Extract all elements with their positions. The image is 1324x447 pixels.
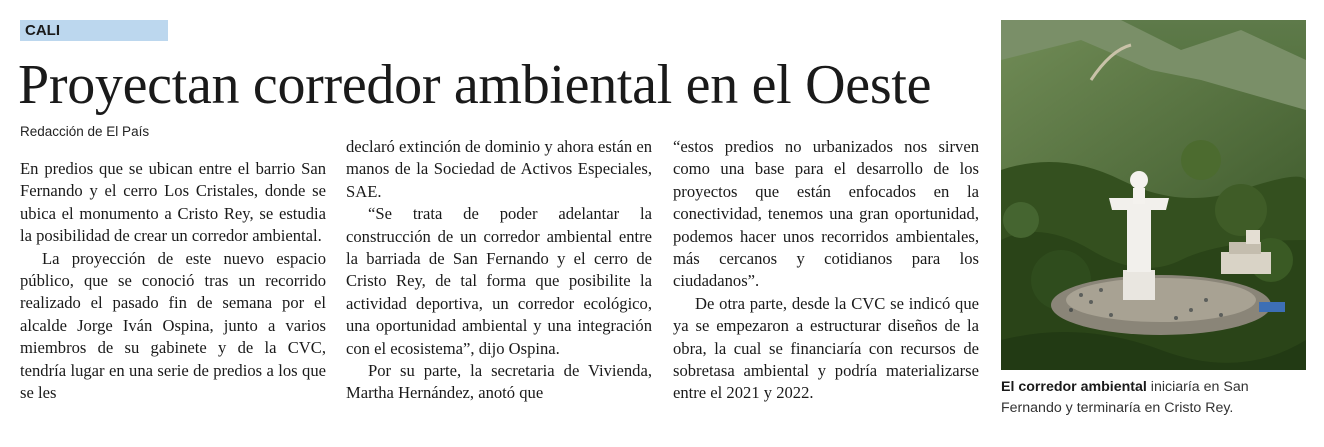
caption-text: iniciaría en San Fernando y terminaría en Cristo Rey.: [1001, 379, 1249, 416]
cristo-rey-photo-illustration: [1001, 20, 1306, 370]
paragraph: En predios que se ubican entre el barrio San Fernando y el cerro Los Cristales, donde se ubica el monumento a Cristo Rey, se estudia la posibilidad de crear un corredor ambiental.: [20, 159, 326, 246]
caption-lead: El corredor ambiental: [1001, 379, 1147, 395]
paragraph: De otra parte, desde la CVC se indicó que ya se empezaron a estructurar diseños de la obra, la cual se financiaría con recursos de sobretasa ambiental y podría materializarse entre el 2021 y 2022.: [673, 293, 979, 403]
byline: Redacción de El País: [20, 124, 150, 139]
article-photo: [1001, 20, 1306, 370]
paragraph: “estos predios no urbanizados nos sirven como una base para el desarrollo de los proyectos que están enfocados en la conectividad, tenemos una gran oportunidad, podemos hacer unos recorridos ambientales, más cercanos y cotidianos para los ciudadanos”.: [673, 137, 979, 291]
article-column-2: [346, 136, 652, 405]
paragraph: “Se trata de poder adelantar la construcción de un corredor ambiental entre la barriada de San Fernando y el cerro de Cristo Rey, de tal forma que posibilite la actividad deportiva, un corredor ecológico, una oportunidad ambiental y una integración con el ecosistema”, dijo Ospina.: [346, 204, 652, 358]
article-column-1: [20, 158, 326, 404]
paragraph: declaró extinción de dominio y ahora están en manos de la Sociedad de Activos Especiales, SAE.: [346, 137, 652, 201]
paragraph: Por su parte, la secretaria de Vivienda, Martha Hernández, anotó que: [346, 361, 652, 403]
photo-caption: [1001, 377, 1311, 419]
article-column-3: [673, 136, 979, 405]
headline: Proyectan corredor ambiental en el Oeste: [18, 54, 932, 116]
paragraph: La proyección de este nuevo espacio público, que se conoció tras un recorrido realizado el pasado fin de semana por el alcalde Jorge Iván Ospina, junto a varios miembros de su gabinete y de la CVC, tendría lugar en una serie de predios a los que se les: [20, 248, 326, 403]
section-tag: CALI: [20, 20, 168, 41]
